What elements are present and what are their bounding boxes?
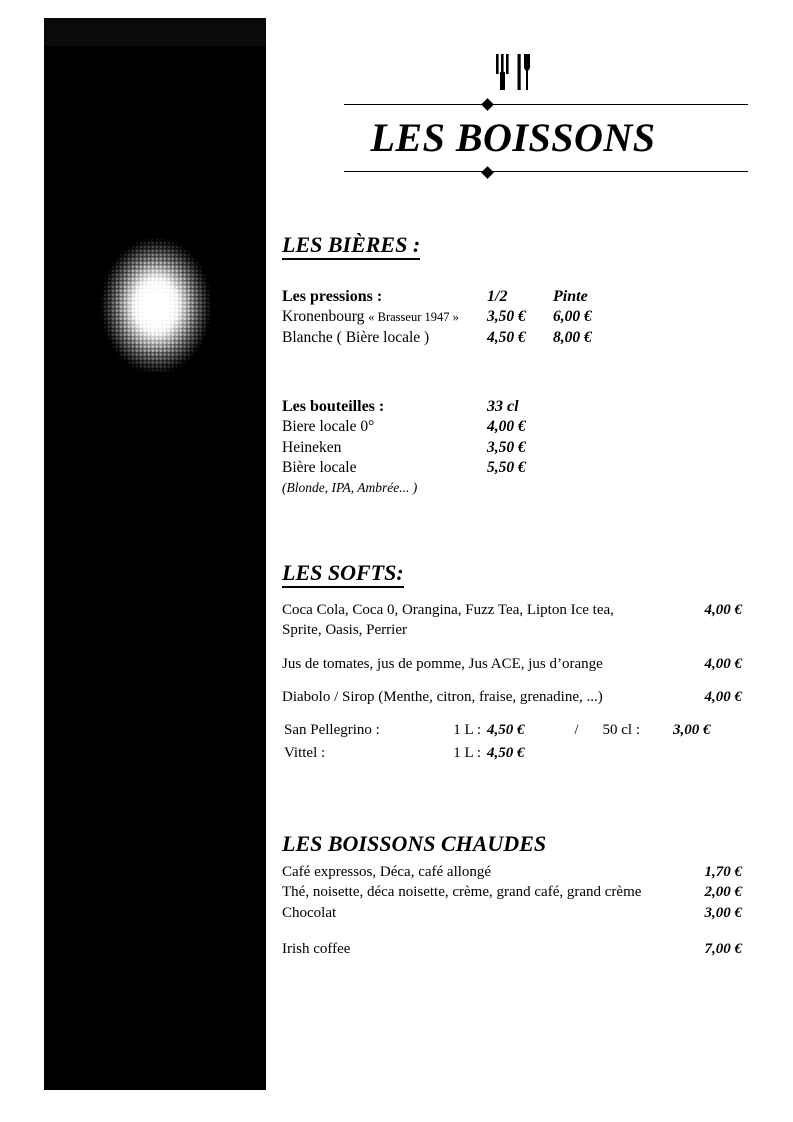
beers-title: LES BIÈRES :	[282, 232, 420, 260]
draft-item-name: Blanche ( Bière locale )	[282, 328, 430, 346]
title-decoration	[278, 102, 748, 174]
water-name: Vittel :	[284, 745, 326, 761]
water-price-2: 3,00 €	[673, 722, 711, 738]
table-row	[282, 328, 623, 349]
water-name: San Pellegrino :	[284, 722, 380, 738]
draft-item-price-half: 3,50 €	[487, 308, 526, 326]
menu-header	[278, 52, 748, 174]
table-row	[282, 479, 623, 497]
hot-item-price: 2,00 €	[704, 884, 742, 901]
hot-item-text: Café expressos, Déca, café allongé	[282, 864, 492, 880]
softs-title: LES SOFTS:	[282, 560, 404, 588]
list-item	[282, 600, 742, 641]
photo-top-band	[44, 18, 266, 46]
irish-coffee-price: 7,00 €	[704, 941, 742, 958]
title-diamond-bottom	[481, 166, 494, 179]
list-item	[282, 903, 742, 923]
soft-item-text: Jus de tomates, jus de pomme, Jus ACE, jus d’orange	[282, 655, 603, 672]
water-volume-1: 1 L :	[453, 722, 481, 738]
spacer	[282, 923, 742, 939]
draft-item-price-pint: 8,00 €	[553, 328, 592, 346]
bottled-item-name: Biere locale 0°	[282, 418, 375, 436]
list-item	[282, 862, 742, 882]
soft-item-price: 4,00 €	[704, 655, 742, 672]
bottled-beers-table	[282, 396, 623, 497]
table-row	[282, 417, 623, 438]
table-row	[284, 743, 740, 764]
portrait-photo-image	[44, 46, 266, 1090]
bottled-item-name: Heineken	[282, 438, 342, 456]
section-beers-heading	[282, 232, 420, 260]
list-item	[282, 654, 742, 674]
hot-drinks-title: LES BOISSONS CHAUDES	[282, 831, 547, 856]
draft-beers-header-row	[282, 286, 623, 307]
hot-item-text: Chocolat	[282, 904, 337, 921]
water-price-1: 4,50 €	[487, 722, 525, 738]
bottled-item-price: 4,00 €	[487, 418, 526, 436]
list-item	[282, 939, 742, 959]
soft-item-text: Diabolo / Sirop (Menthe, citron, fraise, grenadine, ...)	[282, 688, 603, 705]
water-volume-2: 50 cl :	[602, 722, 640, 738]
soft-item-text: Coca Cola, Coca 0, Orangina, Fuzz Tea, Lipton Ice tea, Sprite, Oasis, Perrier	[282, 602, 614, 639]
page-title: LES BOISSONS	[370, 115, 656, 160]
water-separator: /	[574, 722, 579, 738]
bottled-item-price: 5,50 €	[487, 459, 526, 477]
hot-item-price: 3,00 €	[704, 904, 742, 921]
table-row	[284, 720, 740, 741]
bottled-item-price: 3,50 €	[487, 438, 526, 456]
table-row	[282, 438, 623, 459]
list-item	[282, 687, 742, 707]
draft-item-price-pint: 6,00 €	[553, 308, 592, 326]
draft-col-pint: Pinte	[553, 288, 588, 305]
soft-item-price: 4,00 €	[704, 688, 742, 705]
bottled-beers-footnote: (Blonde, IPA, Ambrée... )	[282, 480, 418, 496]
bottled-beers-block	[282, 396, 742, 497]
soft-item-price: 4,00 €	[704, 602, 742, 618]
menu-content	[278, 0, 748, 1122]
list-item	[282, 882, 742, 902]
irish-coffee-text: Irish coffee	[282, 941, 351, 958]
draft-item-label: Kronenbourg	[282, 308, 365, 326]
section-softs-heading	[282, 560, 404, 588]
table-row	[282, 307, 623, 328]
bottled-beers-header-row	[282, 396, 623, 417]
water-volume-1: 1 L :	[453, 745, 481, 761]
water-price-1: 4,50 €	[487, 745, 525, 761]
section-hot-drinks-heading	[282, 831, 546, 856]
hot-item-price: 1,70 €	[704, 864, 742, 880]
table-row	[282, 458, 623, 479]
cutlery-icon	[487, 52, 539, 92]
draft-item-price-half: 4,50 €	[487, 328, 526, 346]
bottled-beers-heading: Les bouteilles :	[282, 398, 385, 415]
draft-beers-block	[282, 286, 742, 348]
hot-item-text: Thé, noisette, déca noisette, crème, grand café, grand crème	[282, 884, 642, 901]
bottled-col-volume: 33 cl	[487, 398, 519, 415]
draft-beers-table	[282, 286, 623, 348]
portrait-photo-panel	[44, 18, 266, 1090]
softs-list	[282, 600, 742, 720]
draft-item-name	[282, 307, 487, 328]
draft-col-half: 1/2	[487, 288, 508, 305]
draft-beers-heading: Les pressions :	[282, 288, 383, 305]
bottled-item-name: Bière locale	[282, 459, 357, 477]
hot-drinks-list	[282, 862, 742, 960]
draft-item-note: « Brasseur 1947 »	[368, 310, 459, 325]
title-rule-bottom	[344, 171, 748, 172]
water-table	[282, 718, 742, 766]
title-diamond-top	[481, 98, 494, 111]
title-rule-top	[344, 104, 748, 105]
